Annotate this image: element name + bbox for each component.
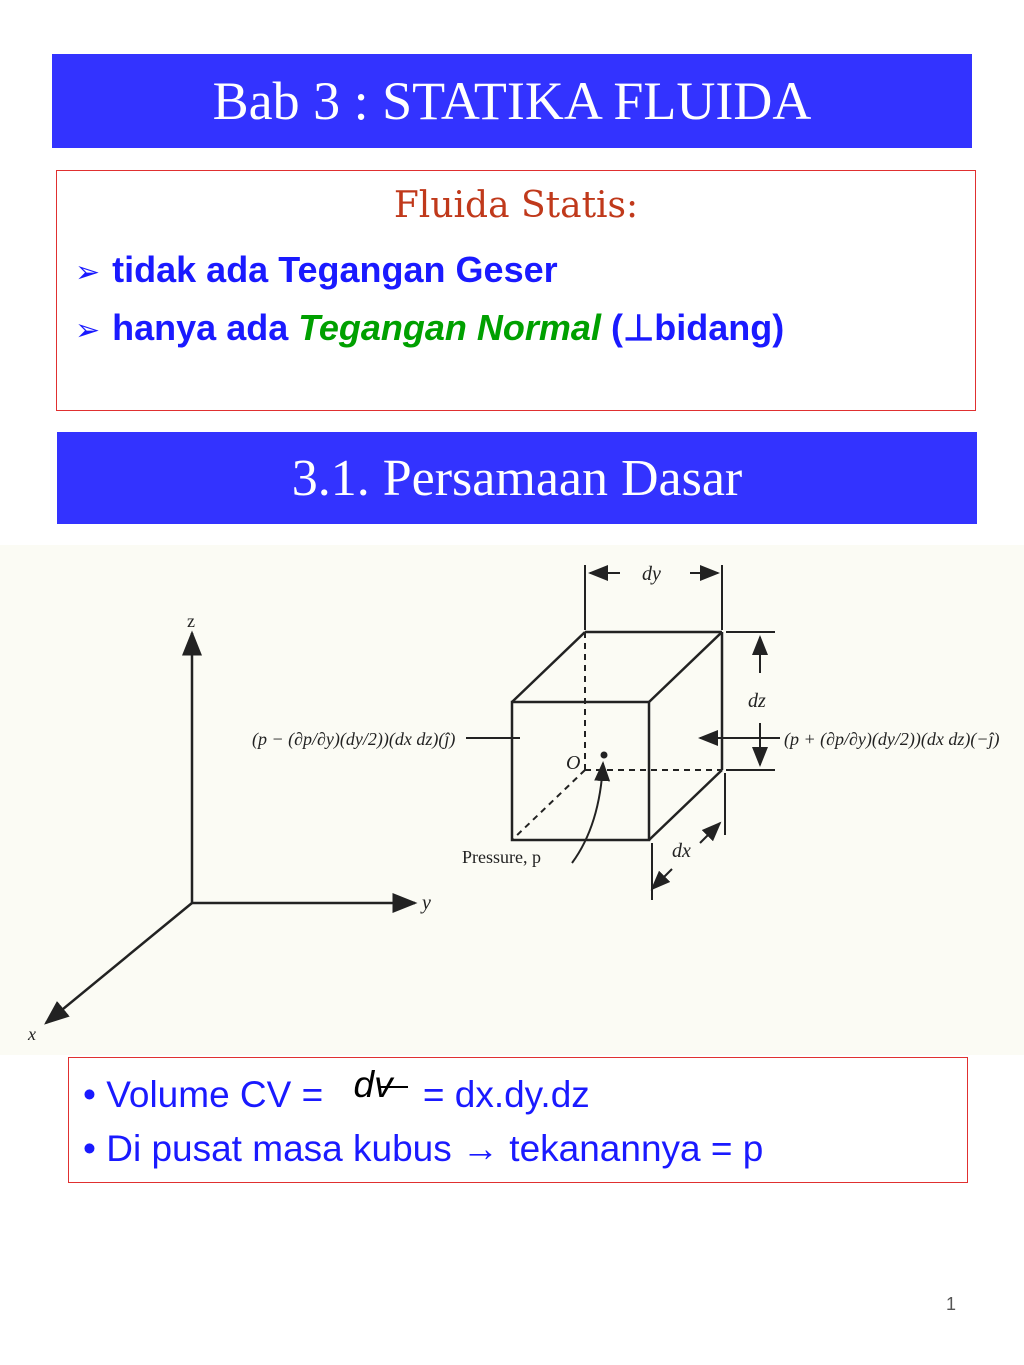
- x-axis-line: [46, 903, 192, 1023]
- bullet-text-2-suffix: (⊥bidang): [600, 307, 785, 348]
- bullet-text-1: tidak ada Tegangan Geser: [112, 249, 558, 290]
- dimension-dz-label: dz: [748, 690, 766, 712]
- page-number: 1: [946, 1294, 957, 1314]
- x-axis-label: x: [28, 1024, 36, 1044]
- bullet-text-2-prefix: hanya ada: [112, 307, 299, 348]
- center-point: [601, 752, 608, 759]
- fluid-element-diagram: [0, 545, 1024, 1055]
- volume-suffix: = dx.dy.dz: [412, 1074, 590, 1115]
- bullet-text-2-emphasis: Tegangan Normal: [298, 307, 601, 348]
- fluid-element-svg: [0, 545, 1024, 1055]
- dimension-dx-label: dx: [672, 840, 691, 862]
- volume-line: [83, 1064, 590, 1116]
- pressure-center-line: • Di pusat masa kubus → tekanannya = p: [83, 1128, 764, 1169]
- y-axis-label: y: [422, 892, 431, 914]
- bullet-normal-stress-only: [75, 307, 784, 349]
- volume-symbol: [354, 1064, 393, 1106]
- slide-title: Bab 3 : STATIKA FLUIDA: [52, 54, 972, 148]
- definition-heading: Fluida Statis:: [393, 185, 639, 226]
- origin-label: O: [566, 752, 581, 774]
- definition-box: [56, 170, 976, 411]
- pressure-label: Pressure, p: [462, 847, 541, 867]
- volume-symbol-text: dv: [353, 1064, 393, 1105]
- arrowhead-bullet-icon: ➢: [75, 256, 101, 289]
- arrowhead-bullet-icon: ➢: [75, 314, 101, 347]
- section-title: 3.1. Persamaan Dasar: [57, 432, 977, 524]
- volume-info-box: [68, 1057, 968, 1183]
- left-force-expression: (p − (∂p/∂y)(dy/2))(dx dz)(ĵ): [252, 729, 456, 749]
- dimension-dy-label: dy: [642, 563, 661, 585]
- right-force-expression: (p + (∂p/∂y)(dy/2))(dx dz)(−ĵ): [784, 729, 1000, 749]
- bullet-no-shear-stress: [75, 249, 558, 291]
- z-axis-label: z: [187, 611, 195, 631]
- volume-prefix: • Volume CV =: [83, 1074, 334, 1115]
- volume-symbol-bar: [380, 1086, 408, 1088]
